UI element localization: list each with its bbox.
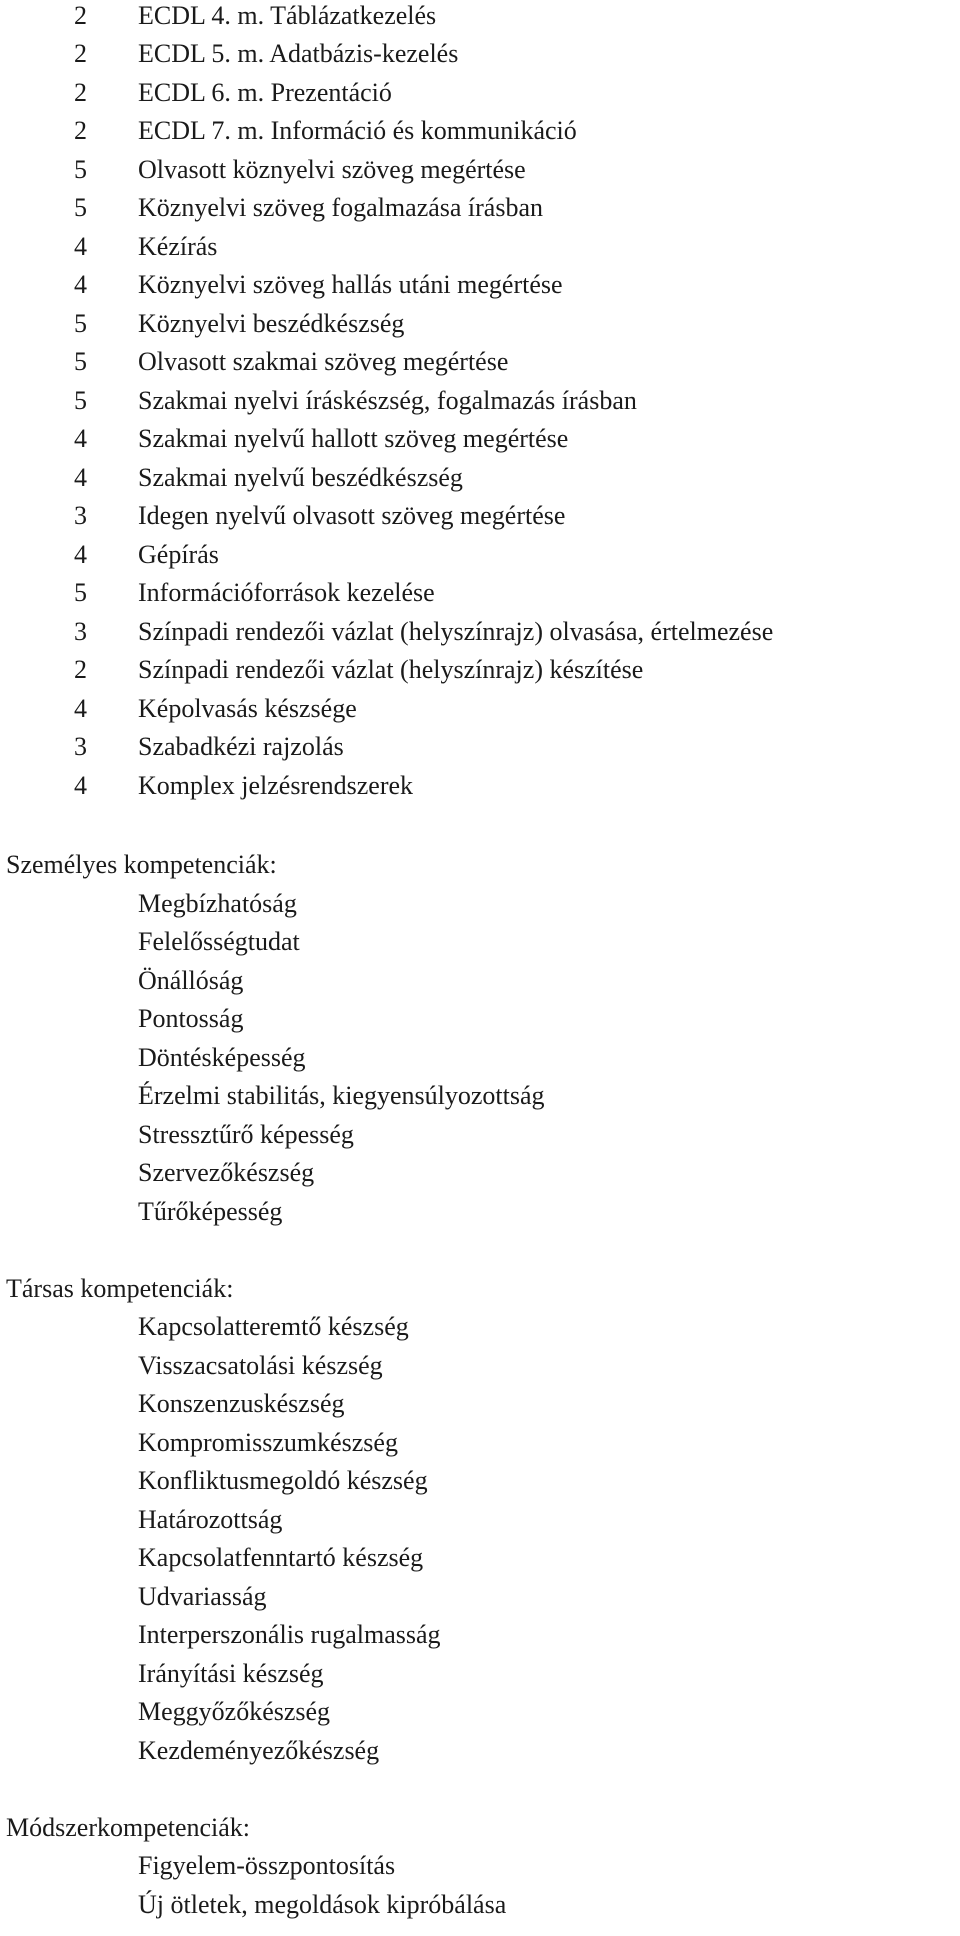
rating-value: 5 [74,578,87,607]
rating-value: 5 [74,386,87,415]
skill-label: Idegen nyelvű olvasott szöveg megértése [138,501,566,530]
list-item: Kompromisszumkészség [138,1428,398,1457]
rating-value: 4 [74,771,87,800]
skill-label: ECDL 7. m. Információ és kommunikáció [138,116,577,145]
list-item: Irányítási készség [138,1659,324,1688]
list-item: Visszacsatolási készség [138,1351,383,1380]
rating-value: 5 [74,347,87,376]
list-item: Döntésképesség [138,1043,306,1072]
rating-value: 3 [74,732,87,761]
list-item: Konfliktusmegoldó készség [138,1466,428,1495]
skill-label: Szabadkézi rajzolás [138,732,344,761]
list-item: Megbízhatóság [138,889,297,918]
rating-value: 2 [74,1,87,30]
list-item: Meggyőzőkészség [138,1697,331,1726]
rating-value: 4 [74,232,87,261]
rating-value: 3 [74,501,87,530]
list-item: Határozottság [138,1505,283,1534]
skill-label: Képolvasás készsége [138,694,357,723]
skill-label: Szakmai nyelvű hallott szöveg megértése [138,424,569,453]
list-item: Kapcsolatfenntartó készség [138,1543,424,1572]
list-item: Tűrőképesség [138,1197,283,1226]
rating-value: 3 [74,617,87,646]
list-item: Önállóság [138,966,244,995]
list-item: Konszenzuskészség [138,1389,345,1418]
section-heading: Módszerkompetenciák: [6,1813,251,1842]
rating-value: 4 [74,540,87,569]
rating-value: 4 [74,270,87,299]
list-item: Udvariasság [138,1582,267,1611]
skill-label: Színpadi rendezői vázlat (helyszínrajz) készítése [138,655,644,684]
rating-value: 4 [74,424,87,453]
skill-label: Szakmai nyelvi íráskészség, fogalmazás írásban [138,386,637,415]
list-item: Szervezőkészség [138,1158,315,1187]
skill-label: Olvasott szakmai szöveg megértése [138,347,509,376]
skill-label: Kézírás [138,232,218,261]
skill-label: ECDL 6. m. Prezentáció [138,78,392,107]
skill-label: Olvasott köznyelvi szöveg megértése [138,155,526,184]
skill-label: Köznyelvi beszédkészség [138,309,405,338]
list-item: Felelősségtudat [138,927,300,956]
list-item: Stressztűrő képesség [138,1120,354,1149]
rating-value: 2 [74,78,87,107]
skill-label: ECDL 5. m. Adatbázis-kezelés [138,39,459,68]
skill-label: Köznyelvi szöveg fogalmazása írásban [138,193,544,222]
section-heading: Társas kompetenciák: [6,1274,234,1303]
skill-label: Információforrások kezelése [138,578,435,607]
rating-value: 2 [74,39,87,68]
list-item: Interperszonális rugalmasság [138,1620,441,1649]
rating-value: 5 [74,193,87,222]
skill-label: Komplex jelzésrendszerek [138,771,414,800]
list-item: Új ötletek, megoldások kipróbálása [138,1890,507,1919]
rating-value: 5 [74,309,87,338]
list-item: Figyelem-összpontosítás [138,1851,396,1880]
list-item: Kapcsolatteremtő készség [138,1312,409,1341]
rating-value: 2 [74,655,87,684]
list-item: Kezdeményezőkészség [138,1736,380,1765]
skill-label: Gépírás [138,540,219,569]
section-heading: Személyes kompetenciák: [6,850,277,879]
rating-value: 4 [74,463,87,492]
rating-value: 5 [74,155,87,184]
skill-label: Szakmai nyelvű beszédkészség [138,463,463,492]
skill-label: ECDL 4. m. Táblázatkezelés [138,1,437,30]
rating-value: 4 [74,694,87,723]
list-item: Érzelmi stabilitás, kiegyensúlyozottság [138,1081,545,1110]
skill-label: Színpadi rendezői vázlat (helyszínrajz) olvasása, értelmezése [138,617,774,646]
list-item: Pontosság [138,1004,244,1033]
skill-label: Köznyelvi szöveg hallás utáni megértése [138,270,563,299]
rating-value: 2 [74,116,87,145]
